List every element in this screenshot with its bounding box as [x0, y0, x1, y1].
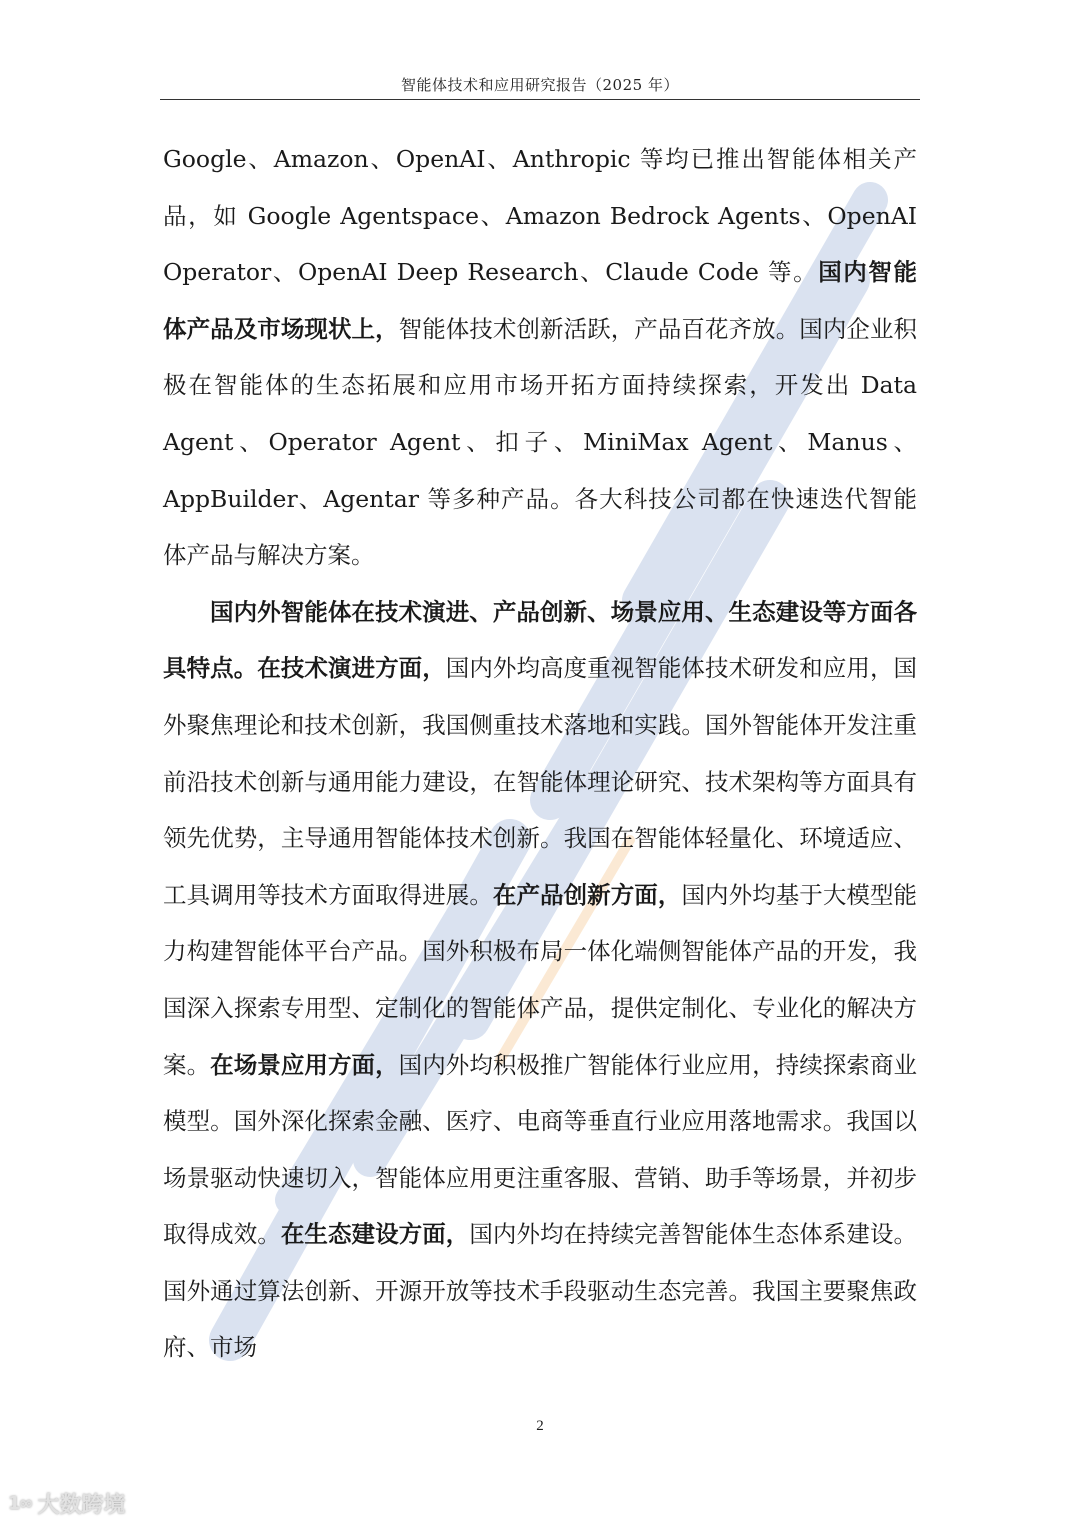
logo-mark-icon: 1∞	[8, 1493, 32, 1514]
bold-heading-ecosystem: 在生态建设方面，	[280, 1220, 470, 1249]
bold-heading-tech-evolution: 国内外智能体在技术演进、产品创新、场景应用、生态建设等方面各具特点。在技术演进方面，	[163, 597, 917, 683]
page-number: 2	[536, 1418, 544, 1434]
text-run: 智能体技术创新活跃，产品百花齐放。国内企业积极在智能体的生态拓展和应用市场开拓方面持续探索，开发出 Data Agent、Operator Agent、扣子、MiniMax Agent、Manus、AppBuilder、Agentar 等多种产品。各大科技公司都在快速迭代智能体产品与解决方案。	[163, 314, 918, 570]
text-run: 国内外均高度重视智能体技术研发和应用，国外聚焦理论和技术创新，我国侧重技术落地和实践。国外智能体开发注重前沿技术创新与通用能力建设，在智能体理论研究、技术架构等方面具有领先优势，主导通用智能体技术创新。我国在智能体轻量化、环境适应、工具调用等技术方面取得进展。	[163, 654, 918, 909]
text-run: 国内外均在持续完善智能体生态体系建设。国外通过算法创新、开源开放等技术手段驱动生态完善。我国主要聚焦政府、市场	[163, 1220, 918, 1362]
corner-watermark-logo	[8, 1488, 126, 1519]
logo-text: 大数跨境	[37, 1493, 126, 1518]
paragraph-comparison	[163, 584, 917, 1376]
text-run: Google、Amazon、OpenAI、Anthropic 等均已推出智能体相关产品，如 Google Agentspace、Amazon Bedrock Agents、OpenAI Operator、OpenAI Deep Research、Claude Code 等。	[163, 145, 917, 287]
text-run: 国内外均积极推广智能体行业应用，持续探索商业模型。国外深化探索金融、医疗、电商等垂直行业应用落地需求。我国以场景驱动快速切入，智能体应用更注重客服、营销、助手等场景，并初步取得成效。	[163, 1050, 918, 1249]
bold-heading-scenario-application: 在场景应用方面，	[210, 1050, 399, 1079]
header-divider	[160, 99, 920, 100]
bold-heading-domestic-market: 国内智能体产品及市场现状上，	[163, 258, 917, 343]
document-body	[163, 131, 917, 1376]
text-run: 国内外均基于大模型能力构建智能体平台产品。国外积极布局一体化端侧智能体产品的开发，我国深入探索专用型、定制化的智能体产品，提供定制化、专业化的解决方案。	[163, 880, 918, 1079]
paragraph-market-status	[163, 131, 917, 584]
page-header-title: 智能体技术和应用研究报告（2025 年）	[401, 76, 679, 94]
bold-heading-product-innovation: 在产品创新方面，	[492, 880, 682, 909]
